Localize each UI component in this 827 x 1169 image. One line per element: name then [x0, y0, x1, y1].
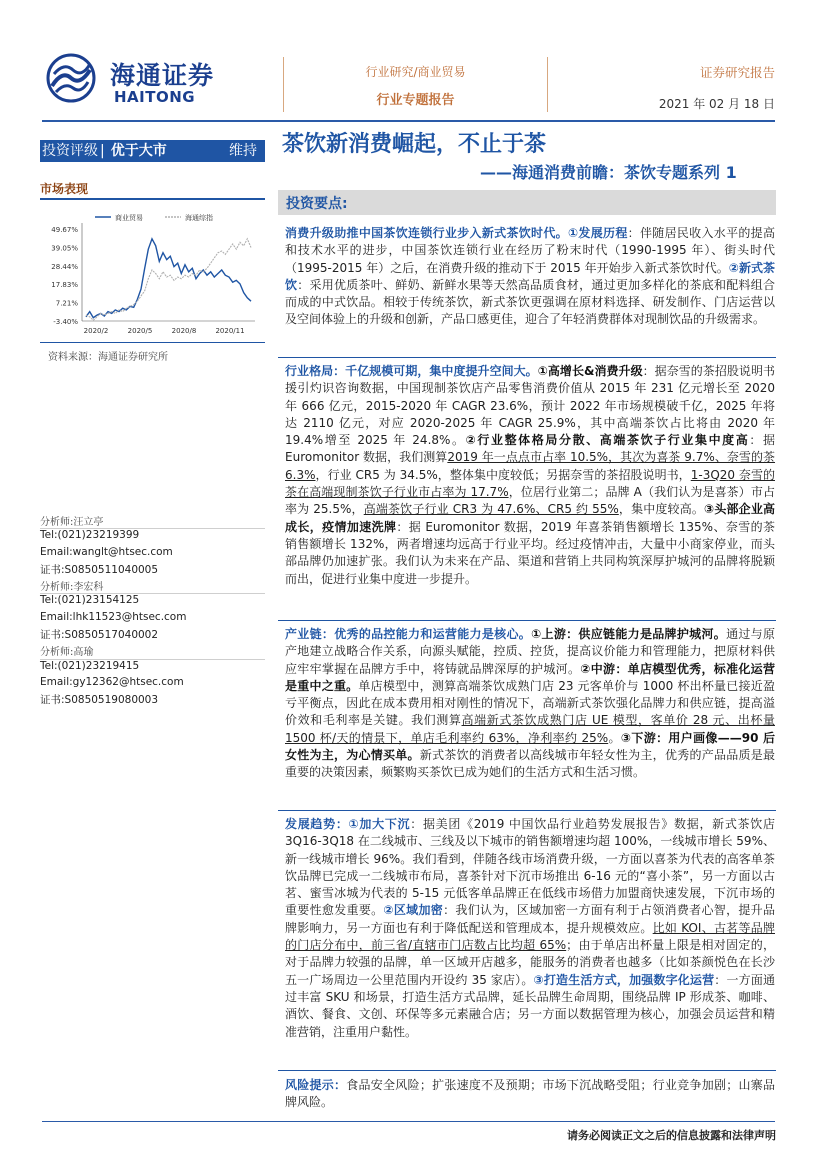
para-text: ：据 Euromonitor 数据，2019 年喜茶销售额增长 135%、奈雪的茶销售额增长 132%，两者增速均远高于行业平均。经过疫情冲击，大量中小商家停业，而头部品牌仍加速扩张。我们认为未来在产品、渠道和营销上共同构筑深厚护城河的品牌将脱颖而出，促进行业集中度进一步提升。 — [285, 519, 775, 586]
para-text: ：据 Euromonitor 数据，我们测算 — [285, 433, 775, 465]
para-text: 单店模型中，测算高端茶饮成熟门店 23 元客单价与 1000 杯出杯量已接近盈亏平衡点，因此在成本费用相对刚性的情况下，高端新式茶饮强化品牌力和供应链，提高溢价效和毛利率是关键。我们测算 — [285, 678, 775, 728]
x-tick-label: 2020/5 — [127, 327, 153, 335]
rating-value: 优于大市 — [110, 143, 167, 159]
para-text: ：伴随居民收入水平的提高和技术水平的进步，中国茶饮连锁行业在经历了粉末时代（1990-1995 年）、街头时代（1995-2015 年）之后，在消费升级的推动下于 2015 年开始步入新式茶饮时代。 — [285, 226, 775, 275]
series-line-index — [86, 239, 251, 320]
para-text: 新式茶饮的消费者以高线城市年轻女性为主，优秀的产品品质是最重要的决策因素，频繁购买茶饮已成为她们的生活方式和生活习惯。 — [285, 748, 775, 780]
analyst-tel: Tel:(021)23154125 — [40, 594, 140, 607]
paragraph-industry — [285, 363, 775, 588]
market-performance-chart — [40, 205, 265, 340]
paragraph-risk — [285, 1077, 775, 1112]
y-tick-label: 7.21% — [55, 299, 78, 308]
paragraph-divider — [278, 620, 776, 621]
analyst-email[interactable]: Email:wanglt@htsec.com — [40, 545, 173, 558]
para-text: ，位居行业第二；品牌 A（我们认为是喜茶）市占率为 25.5%， — [285, 485, 775, 517]
analyst-name: 分析师:李宏科 — [40, 578, 265, 594]
risk-text: 食品安全风险；扩张速度不及预期；市场下沉战略受阻；行业竞争加剧；山寨品牌风险。 — [285, 1078, 775, 1110]
para-point: ①加大下沉 — [348, 817, 411, 831]
footer-disclaimer: 请务必阅读正文之后的信息披露和法律声明 — [567, 1129, 776, 1142]
para-text: 。 — [608, 730, 621, 745]
header-divider — [42, 120, 775, 122]
analyst-cert: 证书:S0850517040002 — [40, 629, 159, 642]
analyst-tel: Tel:(021)23219399 — [40, 529, 140, 542]
haitong-logo-icon — [42, 52, 100, 104]
para-text: ；由于单店出杯量上限是相对固定的，对于品牌力较强的品牌，单一区域开店越多，能服务的消费者也越多（比如茶颜悦色在长沙五一广场周边一公里范围内开设约 35 家店）。 — [285, 938, 775, 987]
paragraph-divider — [278, 1070, 776, 1071]
para-underline: 1-3Q20 奈雪的茶在高端现制茶饮子行业市占率为 17.7% — [285, 467, 775, 500]
paragraph-divider — [278, 357, 776, 358]
paragraph-development — [285, 225, 775, 329]
y-tick-label: 39.05% — [51, 244, 78, 253]
para-point: ①高增长&消费升级 — [537, 364, 643, 378]
x-tick-label: 2020/8 — [171, 327, 197, 335]
para-point: ③打造生活方式，加强数字化运营 — [533, 972, 715, 987]
para-text: ：我们认为，区域加密一方面有利于占领消费者心智，提升品牌影响力，另一方面也有利于降低配送和管理成本，提升规模效应。 — [285, 903, 775, 935]
y-tick-label: 28.44% — [51, 262, 78, 271]
analyst-email[interactable]: Email:gy12362@htsec.com — [40, 675, 184, 688]
analyst-card — [40, 513, 265, 578]
section-title: 投资要点: — [286, 196, 348, 212]
para-lead: 发展趋势： — [285, 817, 349, 831]
para-text: ，行业 CR5 为 34.5%，整体集中度较低；另据奈雪的茶招股说明书， — [315, 467, 691, 482]
brand-name-en: HAITONG — [114, 88, 196, 106]
market-heading: 市场表现 — [40, 182, 89, 196]
analyst-cert: 证书:S0850511040005 — [40, 563, 159, 576]
y-tick-label: 17.83% — [51, 281, 78, 290]
y-tick-label: 49.67% — [51, 226, 78, 234]
para-text: ：据美团《2019 中国饮品行业趋势发展报告》数据，新式茶饮店 3Q16-3Q18 在二线城市、三线及以下城市的销售额增速均超 100%，一线城市增长 59%、新一线城市增长 96%。我们看到，伴随各线市场消费升级，一方面以喜茶为代表的高客单茶饮品牌已完成一二线城市布局，喜茶针对下沉市场推出 6-16 元的“喜小茶”，另一方面以古茗、蜜雪冰城为代表的 5-15 元低客单品牌正在低线市场借力加盟商快速发展，下沉市场的重要性愈发重要。 — [285, 817, 775, 918]
risk-lead: 风险提示： — [285, 1078, 347, 1092]
y-tick-label: -3.40% — [53, 318, 78, 326]
para-point: ③头部企业高成长，疫情加速洗牌 — [285, 502, 775, 534]
analyst-name: 分析师:高瑜 — [40, 643, 265, 659]
report-category: 行业研究/商业贸易 — [365, 65, 466, 79]
chart-source: 资料来源：海通证券研究所 — [48, 352, 168, 363]
logo — [42, 52, 252, 107]
page-title: 茶饮新消费崛起，不止于茶 — [282, 131, 547, 157]
x-tick-label: 2020/2 — [83, 327, 109, 335]
analyst-tel: Tel:(021)23219415 — [40, 659, 140, 672]
para-point: ②新式茶饮 — [285, 260, 775, 292]
x-tick-label: 2020/11 — [215, 327, 245, 335]
rating-label: 投资评级 — [42, 143, 98, 159]
report-type: 行业专题报告 — [376, 93, 455, 108]
para-text: ：一方面通过丰富 SKU 和场景，打造生活方式品牌，延长品牌生命周期，围绕品牌 IP 形成茶、咖啡、酒饮、餐食、文创、环保等多元素融合店；另一方面以数据管理为核心，加强会员运营和精准营销，注重用户黏性。 — [285, 972, 775, 1039]
sidebar-divider — [40, 198, 265, 200]
analyst-cert: 证书:S0850519080003 — [40, 694, 159, 707]
footer-divider — [42, 1121, 775, 1122]
para-lead: 行业格局：千亿规模可期，集中度提升空间大。 — [285, 364, 538, 378]
analyst-email[interactable]: Email:lhk11523@htsec.com — [40, 610, 187, 623]
para-point: ②行业整体格局分散、高端茶饮子行业集中度高 — [465, 433, 750, 448]
legend-label: 商业贸易 — [115, 214, 143, 222]
section-bar — [278, 190, 776, 215]
report-date: 2021 年 02 月 18 日 — [658, 97, 775, 111]
para-underline: 2019 年一点点市占率 10.5%，其次为喜茶 9.7%、奈雪的茶 6.3% — [285, 450, 776, 482]
para-lead: 消费升级助推中国茶饮连锁行业步入新式茶饮时代。 — [285, 226, 568, 240]
para-text: ，集中度较高。 — [618, 502, 705, 517]
analyst-card — [40, 643, 265, 708]
para-point: ②中游：单店模型优秀，标准化运营是重中之重。 — [285, 661, 775, 693]
para-underline: 高端茶饮子行业 CR3 为 47.6%、CR5 约 55% — [363, 502, 619, 517]
para-text: 通过与原产地建立战略合作关系，向源头赋能，控质、控货，提高议价能力和管理能力，把原材料供应牢牢掌握在品牌方手中，将铸就品牌深厚的护城河。 — [285, 627, 775, 676]
para-point: ①发展历程 — [567, 226, 628, 240]
para-text: ：据奈雪的茶招股说明书援引灼识咨询数据，中国现制茶饮店产品零售消费价值从 2015 年 231 亿元增长至 2020 年 666 亿元，2015-2020 年 CAGR 23.6%，预计 2022 年市场规模破千亿，2025 年将达 2110 亿元，对应 2020-2025 年 CAGR 25.9%，其中高端茶饮占比将由 2020 年 19.4%增至 2025 年 24.8%。 — [285, 364, 775, 448]
analyst-card — [40, 578, 265, 643]
para-underline: 比如 KOI、古茗等品牌的门店分布中，前三省/直辖市门店数占比均超 65% — [285, 920, 775, 953]
para-text: ：采用优质茶叶、鲜奶、新鲜水果等天然高品质食材，通过更加多样化的茶底和配料组合而成的中式饮品。相较于传统茶饮，新式茶饮更强调在原材料选择、研发制作、门店运营以及空间体验上的升级和创新，产品口感更佳，迎合了年轻消费群体对现制饮品的升级需求。 — [285, 277, 775, 327]
para-point: ①上游：供应链能力是品牌护城河。 — [531, 627, 727, 641]
source-divider — [40, 342, 265, 343]
para-point: ②区域加密 — [383, 903, 444, 918]
para-lead: 产业链：优秀的品控能力和运营能力是核心。 — [285, 627, 532, 641]
analyst-name: 分析师:汪立亭 — [40, 513, 265, 529]
analyst-list — [40, 513, 265, 709]
paragraph-supply-chain — [285, 626, 775, 782]
para-point: ③下游：用户画像——90 后女性为主，为心情买单。 — [285, 730, 775, 763]
report-label: 证券研究报告 — [699, 65, 775, 80]
paragraph-divider — [278, 810, 776, 811]
para-underline: 高端新式茶饮成熟门店 UE 模型，客单价 28 元、出杯量 1500 杯/天的情景下，单店毛利率约 63%，净利率约 25% — [285, 713, 775, 745]
legend-label: 海通综指 — [185, 214, 213, 222]
header-right — [560, 57, 775, 112]
rating-action: 维持 — [229, 143, 257, 159]
paragraph-trends — [285, 816, 775, 1041]
page-subtitle: ——海通消费前瞻：茶饮专题系列 1 — [480, 163, 737, 182]
rating-bar: 投资评级 | 优于大市 维持 — [40, 140, 265, 162]
series-line-trade — [86, 239, 251, 318]
header-center — [283, 57, 548, 112]
brand-name-cn: 海通证券 — [110, 61, 215, 90]
